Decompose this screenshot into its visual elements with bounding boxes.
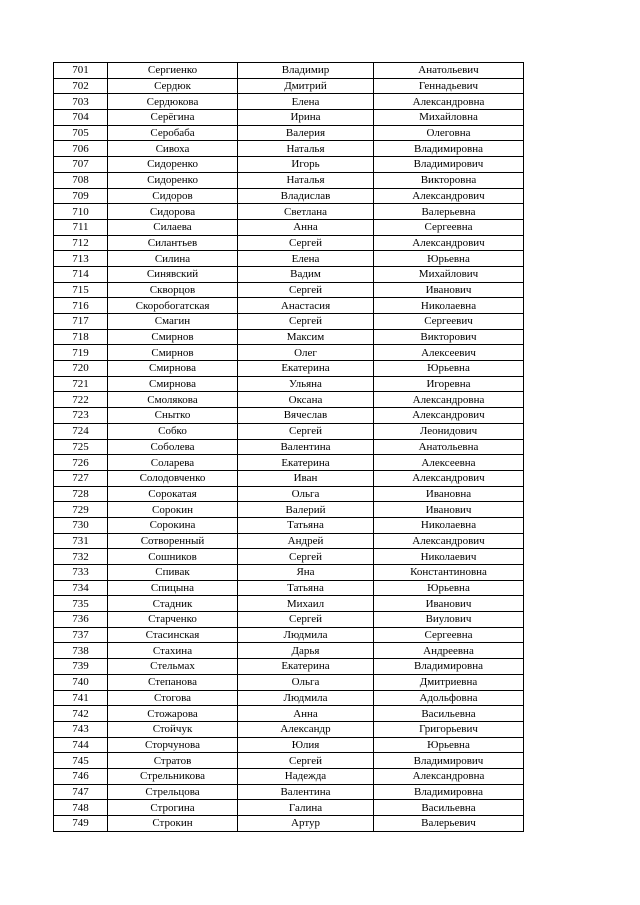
patronymic-cell: Алексеевич	[374, 345, 524, 361]
first-name-cell: Екатерина	[238, 659, 374, 675]
patronymic-cell: Виулович	[374, 612, 524, 628]
patronymic-cell: Григорьевич	[374, 721, 524, 737]
first-name-cell: Татьяна	[238, 580, 374, 596]
table-row	[54, 439, 524, 455]
table-row	[54, 63, 524, 79]
patronymic-cell: Васильевна	[374, 800, 524, 816]
patronymic-cell: Александровна	[374, 768, 524, 784]
surname-cell: Сергиенко	[108, 63, 238, 79]
row-number-cell: 714	[54, 266, 108, 282]
first-name-cell: Сергей	[238, 612, 374, 628]
first-name-cell: Сергей	[238, 549, 374, 565]
surname-cell: Силина	[108, 251, 238, 267]
first-name-cell: Сергей	[238, 314, 374, 330]
row-number-cell: 726	[54, 455, 108, 471]
first-name-cell: Людмила	[238, 690, 374, 706]
row-number-cell: 734	[54, 580, 108, 596]
row-number-cell: 702	[54, 78, 108, 94]
table-row	[54, 533, 524, 549]
table-row	[54, 596, 524, 612]
row-number-cell: 715	[54, 282, 108, 298]
surname-cell: Собко	[108, 423, 238, 439]
first-name-cell: Михаил	[238, 596, 374, 612]
patronymic-cell: Владимировна	[374, 784, 524, 800]
surname-cell: Сорокатая	[108, 486, 238, 502]
patronymic-cell: Александровна	[374, 392, 524, 408]
row-number-cell: 719	[54, 345, 108, 361]
row-number-cell: 738	[54, 643, 108, 659]
table-row	[54, 816, 524, 832]
patronymic-cell: Николаевна	[374, 517, 524, 533]
patronymic-cell: Иванович	[374, 502, 524, 518]
surname-cell: Стожарова	[108, 706, 238, 722]
row-number-cell: 706	[54, 141, 108, 157]
table-row	[54, 659, 524, 675]
surname-cell: Стасинская	[108, 627, 238, 643]
first-name-cell: Светлана	[238, 204, 374, 220]
row-number-cell: 739	[54, 659, 108, 675]
row-number-cell: 732	[54, 549, 108, 565]
surname-cell: Смирнова	[108, 376, 238, 392]
table-row	[54, 204, 524, 220]
row-number-cell: 707	[54, 157, 108, 173]
surname-cell: Сердюкова	[108, 94, 238, 110]
first-name-cell: Сергей	[238, 282, 374, 298]
patronymic-cell: Олеговна	[374, 125, 524, 141]
row-number-cell: 710	[54, 204, 108, 220]
surname-cell: Сидоров	[108, 188, 238, 204]
table-row	[54, 580, 524, 596]
patronymic-cell: Михайловна	[374, 110, 524, 126]
table-row	[54, 549, 524, 565]
surname-cell: Синявский	[108, 266, 238, 282]
surname-cell: Стрельникова	[108, 768, 238, 784]
row-number-cell: 744	[54, 737, 108, 753]
surname-cell: Стогова	[108, 690, 238, 706]
first-name-cell: Ольга	[238, 486, 374, 502]
table-row	[54, 235, 524, 251]
patronymic-cell: Васильевна	[374, 706, 524, 722]
table-row	[54, 455, 524, 471]
table-row	[54, 392, 524, 408]
first-name-cell: Яна	[238, 565, 374, 581]
patronymic-cell: Адольфовна	[374, 690, 524, 706]
patronymic-cell: Сергеевна	[374, 627, 524, 643]
first-name-cell: Наталья	[238, 172, 374, 188]
patronymic-cell: Ивановна	[374, 486, 524, 502]
patronymic-cell: Константиновна	[374, 565, 524, 581]
row-number-cell: 717	[54, 314, 108, 330]
table-row	[54, 768, 524, 784]
surname-cell: Стойчук	[108, 721, 238, 737]
patronymic-cell: Валерьевна	[374, 204, 524, 220]
table-row	[54, 674, 524, 690]
row-number-cell: 722	[54, 392, 108, 408]
surname-cell: Стельмах	[108, 659, 238, 675]
surname-cell: Силаева	[108, 219, 238, 235]
patronymic-cell: Александровна	[374, 94, 524, 110]
first-name-cell: Наталья	[238, 141, 374, 157]
patronymic-cell: Владимировна	[374, 659, 524, 675]
first-name-cell: Анастасия	[238, 298, 374, 314]
surname-cell: Стратов	[108, 753, 238, 769]
table-row	[54, 157, 524, 173]
first-name-cell: Екатерина	[238, 361, 374, 377]
first-name-cell: Дарья	[238, 643, 374, 659]
first-name-cell: Валентина	[238, 439, 374, 455]
patronymic-cell: Александрович	[374, 408, 524, 424]
table-row	[54, 706, 524, 722]
patronymic-cell: Анатольевна	[374, 439, 524, 455]
surname-cell: Стахина	[108, 643, 238, 659]
row-number-cell: 748	[54, 800, 108, 816]
surname-cell: Соболева	[108, 439, 238, 455]
table-row	[54, 361, 524, 377]
surname-cell: Смирнов	[108, 329, 238, 345]
surname-cell: Строкин	[108, 816, 238, 832]
row-number-cell: 749	[54, 816, 108, 832]
row-number-cell: 745	[54, 753, 108, 769]
first-name-cell: Елена	[238, 251, 374, 267]
row-number-cell: 723	[54, 408, 108, 424]
first-name-cell: Владислав	[238, 188, 374, 204]
surname-cell: Сердюк	[108, 78, 238, 94]
table-row	[54, 690, 524, 706]
surname-cell: Стадник	[108, 596, 238, 612]
row-number-cell: 703	[54, 94, 108, 110]
row-number-cell: 733	[54, 565, 108, 581]
table-row	[54, 502, 524, 518]
table-row	[54, 517, 524, 533]
first-name-cell: Олег	[238, 345, 374, 361]
row-number-cell: 716	[54, 298, 108, 314]
first-name-cell: Ирина	[238, 110, 374, 126]
row-number-cell: 709	[54, 188, 108, 204]
table-row	[54, 282, 524, 298]
table-row	[54, 627, 524, 643]
patronymic-cell: Александрович	[374, 533, 524, 549]
patronymic-cell: Александрович	[374, 235, 524, 251]
table-row	[54, 141, 524, 157]
table-row	[54, 486, 524, 502]
first-name-cell: Валентина	[238, 784, 374, 800]
first-name-cell: Владимир	[238, 63, 374, 79]
surname-cell: Снытко	[108, 408, 238, 424]
first-name-cell: Анна	[238, 219, 374, 235]
first-name-cell: Валерия	[238, 125, 374, 141]
table-row	[54, 345, 524, 361]
patronymic-cell: Юрьевна	[374, 737, 524, 753]
row-number-cell: 713	[54, 251, 108, 267]
row-number-cell: 701	[54, 63, 108, 79]
surname-cell: Строгина	[108, 800, 238, 816]
row-number-cell: 708	[54, 172, 108, 188]
surname-cell: Спивак	[108, 565, 238, 581]
row-number-cell: 737	[54, 627, 108, 643]
patronymic-cell: Владимировна	[374, 141, 524, 157]
name-list-table	[53, 62, 524, 832]
surname-cell: Сорокин	[108, 502, 238, 518]
surname-cell: Сидоренко	[108, 172, 238, 188]
first-name-cell: Дмитрий	[238, 78, 374, 94]
first-name-cell: Анна	[238, 706, 374, 722]
table-row	[54, 219, 524, 235]
patronymic-cell: Александрович	[374, 470, 524, 486]
surname-cell: Степанова	[108, 674, 238, 690]
row-number-cell: 725	[54, 439, 108, 455]
first-name-cell: Ольга	[238, 674, 374, 690]
first-name-cell: Людмила	[238, 627, 374, 643]
surname-cell: Сивоха	[108, 141, 238, 157]
table-row	[54, 94, 524, 110]
first-name-cell: Сергей	[238, 235, 374, 251]
table-row	[54, 408, 524, 424]
table-row	[54, 423, 524, 439]
patronymic-cell: Иванович	[374, 596, 524, 612]
patronymic-cell: Иванович	[374, 282, 524, 298]
row-number-cell: 704	[54, 110, 108, 126]
row-number-cell: 727	[54, 470, 108, 486]
row-number-cell: 712	[54, 235, 108, 251]
table-row	[54, 784, 524, 800]
row-number-cell: 743	[54, 721, 108, 737]
patronymic-cell: Викторович	[374, 329, 524, 345]
row-number-cell: 721	[54, 376, 108, 392]
table-row	[54, 721, 524, 737]
first-name-cell: Александр	[238, 721, 374, 737]
row-number-cell: 730	[54, 517, 108, 533]
first-name-cell: Екатерина	[238, 455, 374, 471]
surname-cell: Силантьев	[108, 235, 238, 251]
first-name-cell: Сергей	[238, 423, 374, 439]
patronymic-cell: Михайлович	[374, 266, 524, 282]
table-row	[54, 266, 524, 282]
surname-cell: Сторчунова	[108, 737, 238, 753]
row-number-cell: 747	[54, 784, 108, 800]
first-name-cell: Оксана	[238, 392, 374, 408]
patronymic-cell: Николаевна	[374, 298, 524, 314]
patronymic-cell: Валерьевич	[374, 816, 524, 832]
patronymic-cell: Геннадьевич	[374, 78, 524, 94]
surname-cell: Сошников	[108, 549, 238, 565]
first-name-cell: Иван	[238, 470, 374, 486]
row-number-cell: 731	[54, 533, 108, 549]
surname-cell: Смирнов	[108, 345, 238, 361]
surname-cell: Смагин	[108, 314, 238, 330]
first-name-cell: Максим	[238, 329, 374, 345]
patronymic-cell: Александрович	[374, 188, 524, 204]
table-body	[54, 63, 524, 832]
patronymic-cell: Сергеевич	[374, 314, 524, 330]
patronymic-cell: Юрьевна	[374, 251, 524, 267]
table-row	[54, 753, 524, 769]
table-row	[54, 612, 524, 628]
table-row	[54, 298, 524, 314]
patronymic-cell: Андреевна	[374, 643, 524, 659]
patronymic-cell: Леонидович	[374, 423, 524, 439]
first-name-cell: Сергей	[238, 753, 374, 769]
surname-cell: Сотворенный	[108, 533, 238, 549]
table-row	[54, 314, 524, 330]
table-row	[54, 125, 524, 141]
surname-cell: Скоробогатская	[108, 298, 238, 314]
row-number-cell: 741	[54, 690, 108, 706]
row-number-cell: 740	[54, 674, 108, 690]
row-number-cell: 742	[54, 706, 108, 722]
table-row	[54, 329, 524, 345]
table-row	[54, 172, 524, 188]
table-row	[54, 643, 524, 659]
table-row	[54, 800, 524, 816]
patronymic-cell: Анатольевич	[374, 63, 524, 79]
surname-cell: Смолякова	[108, 392, 238, 408]
row-number-cell: 711	[54, 219, 108, 235]
surname-cell: Смирнова	[108, 361, 238, 377]
table-row	[54, 376, 524, 392]
row-number-cell: 736	[54, 612, 108, 628]
first-name-cell: Вадим	[238, 266, 374, 282]
first-name-cell: Игорь	[238, 157, 374, 173]
row-number-cell: 705	[54, 125, 108, 141]
patronymic-cell: Юрьевна	[374, 361, 524, 377]
surname-cell: Серобаба	[108, 125, 238, 141]
patronymic-cell: Николаевич	[374, 549, 524, 565]
surname-cell: Сорокина	[108, 517, 238, 533]
first-name-cell: Надежда	[238, 768, 374, 784]
surname-cell: Стрельцова	[108, 784, 238, 800]
row-number-cell: 729	[54, 502, 108, 518]
first-name-cell: Вячеслав	[238, 408, 374, 424]
first-name-cell: Елена	[238, 94, 374, 110]
patronymic-cell: Юрьевна	[374, 580, 524, 596]
first-name-cell: Валерий	[238, 502, 374, 518]
row-number-cell: 728	[54, 486, 108, 502]
first-name-cell: Галина	[238, 800, 374, 816]
surname-cell: Сидорова	[108, 204, 238, 220]
row-number-cell: 746	[54, 768, 108, 784]
table-row	[54, 188, 524, 204]
patronymic-cell: Алексеевна	[374, 455, 524, 471]
table-row	[54, 565, 524, 581]
table-row	[54, 737, 524, 753]
patronymic-cell: Игоревна	[374, 376, 524, 392]
first-name-cell: Артур	[238, 816, 374, 832]
surname-cell: Солодовченко	[108, 470, 238, 486]
row-number-cell: 724	[54, 423, 108, 439]
first-name-cell: Татьяна	[238, 517, 374, 533]
patronymic-cell: Владимирович	[374, 753, 524, 769]
table-row	[54, 470, 524, 486]
surname-cell: Старченко	[108, 612, 238, 628]
row-number-cell: 720	[54, 361, 108, 377]
patronymic-cell: Владимирович	[374, 157, 524, 173]
row-number-cell: 735	[54, 596, 108, 612]
table-row	[54, 110, 524, 126]
surname-cell: Спицына	[108, 580, 238, 596]
table-row	[54, 78, 524, 94]
first-name-cell: Юлия	[238, 737, 374, 753]
first-name-cell: Ульяна	[238, 376, 374, 392]
patronymic-cell: Сергеевна	[374, 219, 524, 235]
surname-cell: Сидоренко	[108, 157, 238, 173]
surname-cell: Соларева	[108, 455, 238, 471]
patronymic-cell: Викторовна	[374, 172, 524, 188]
patronymic-cell: Дмитриевна	[374, 674, 524, 690]
surname-cell: Скворцов	[108, 282, 238, 298]
table-row	[54, 251, 524, 267]
first-name-cell: Андрей	[238, 533, 374, 549]
row-number-cell: 718	[54, 329, 108, 345]
surname-cell: Серёгина	[108, 110, 238, 126]
